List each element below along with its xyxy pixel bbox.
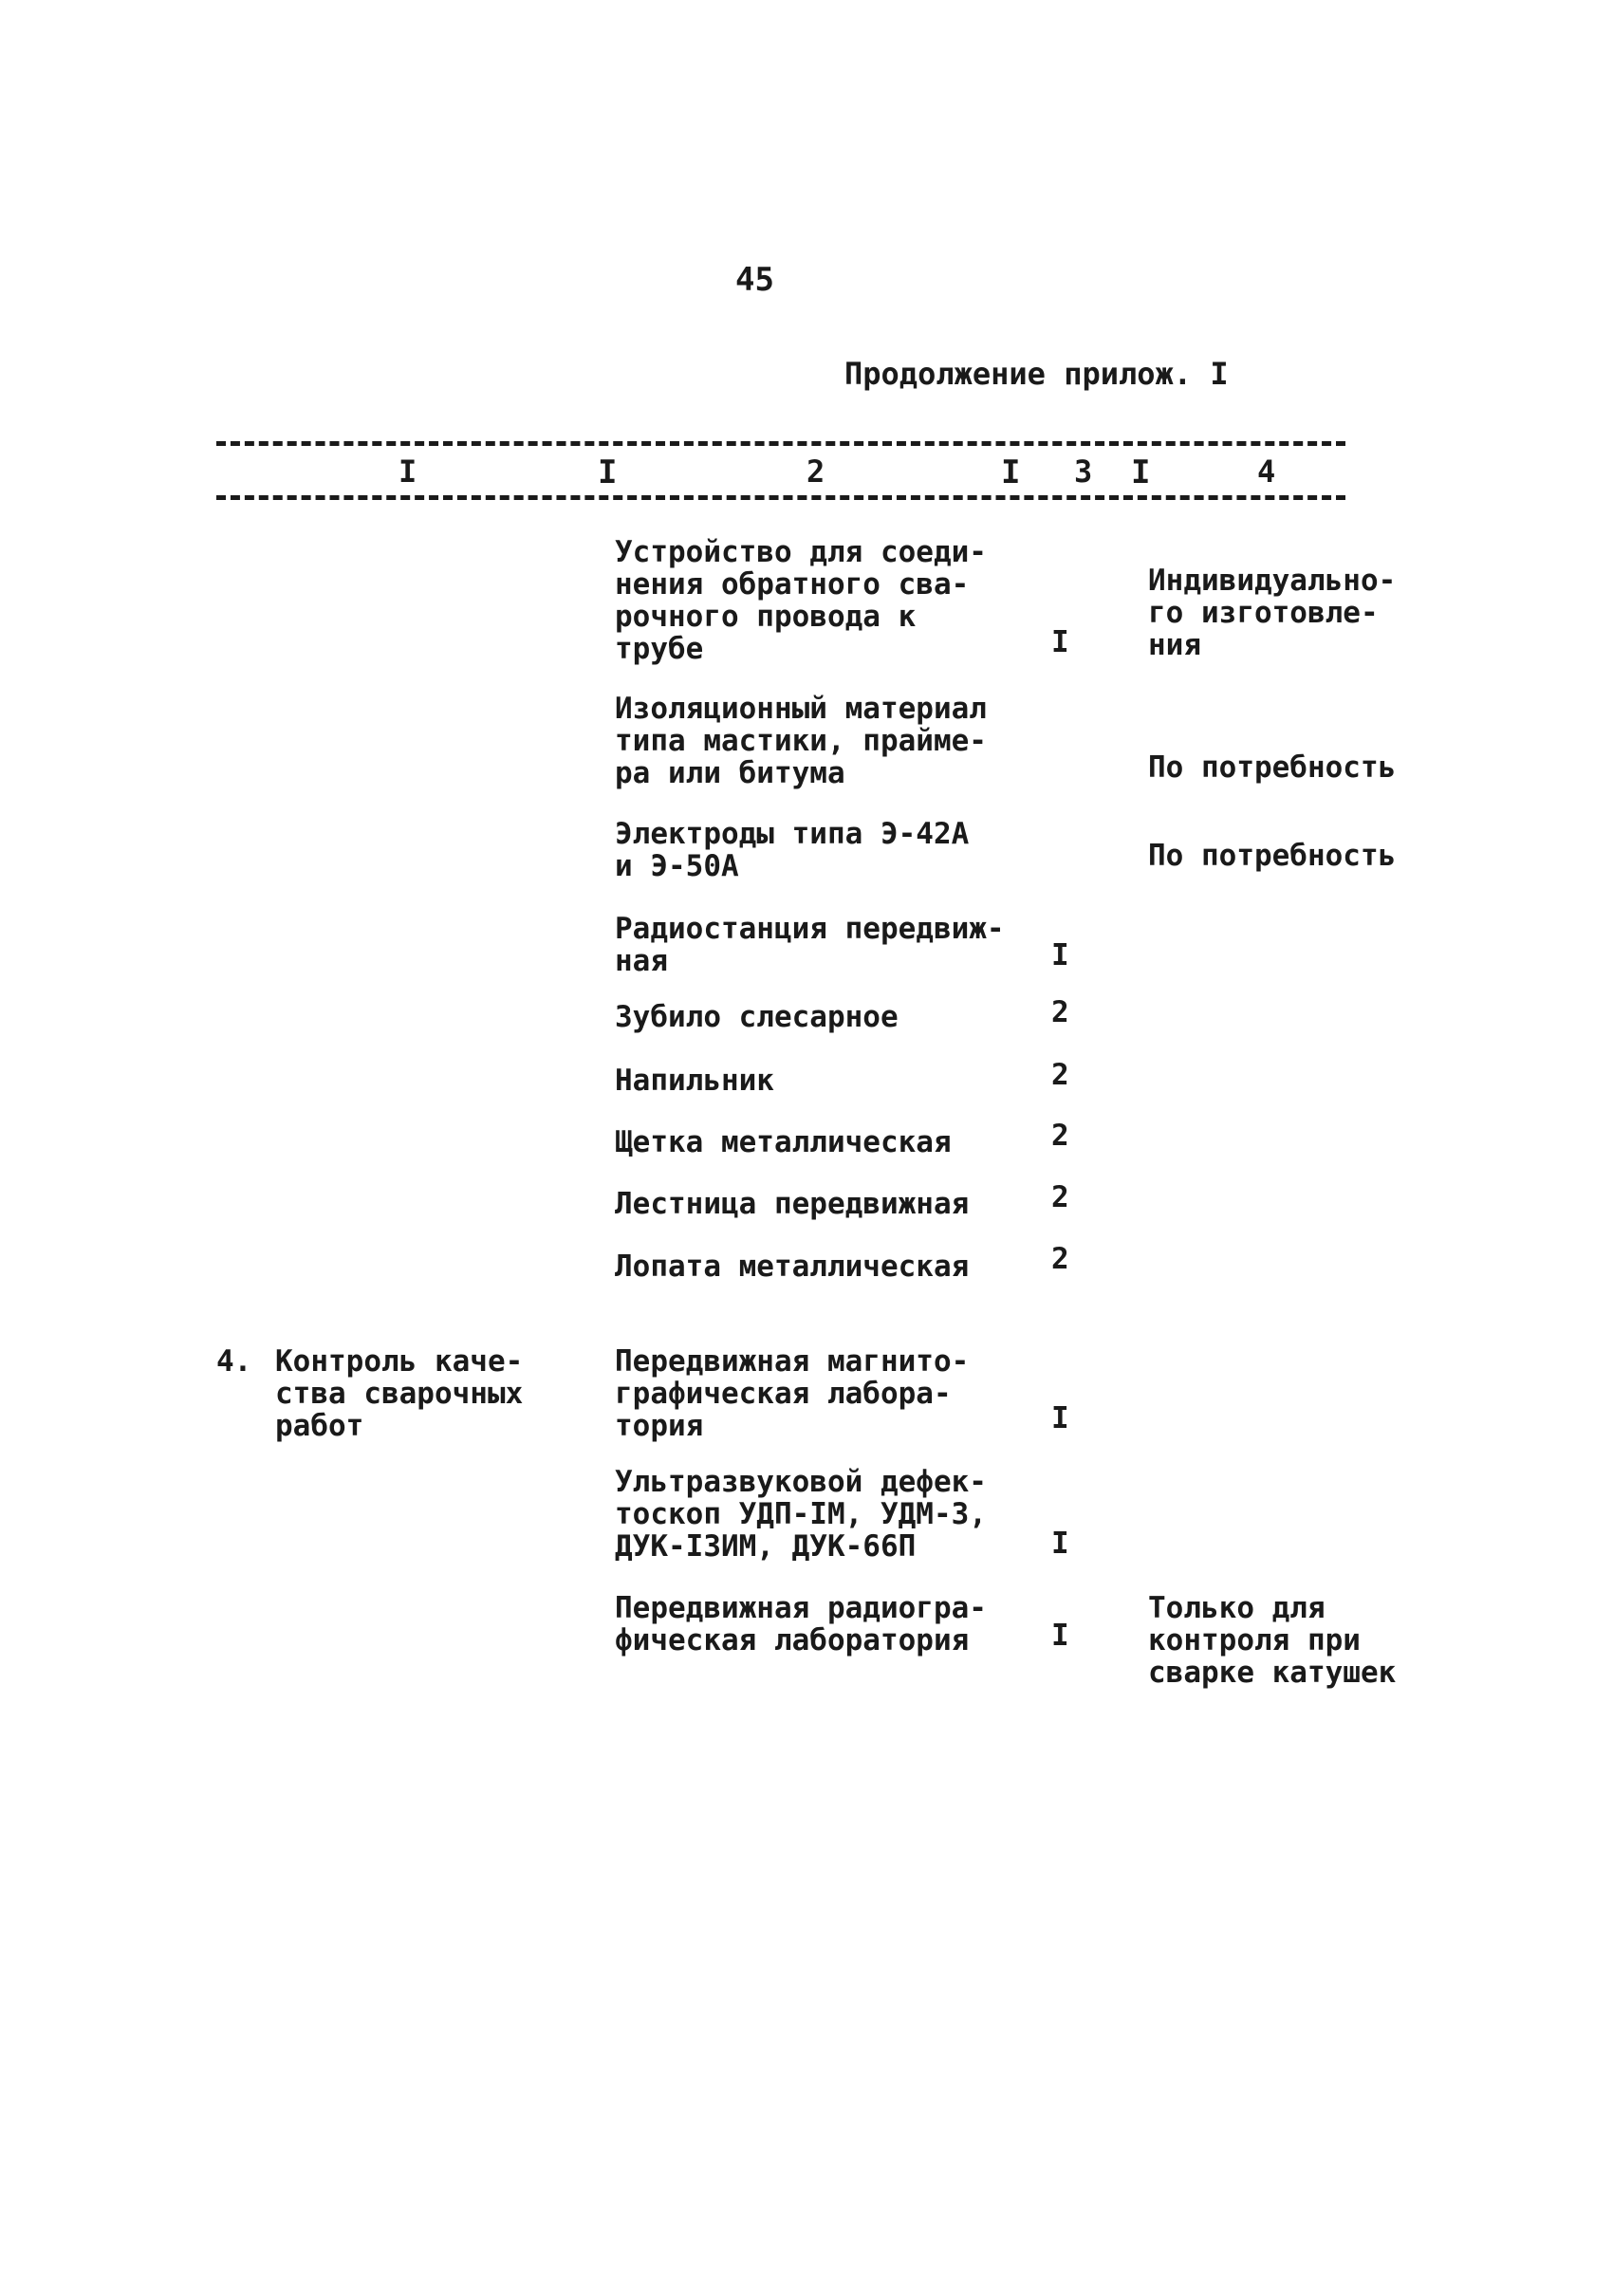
row-item: Передвижная магнито- графическая лабора- тория: [615, 1344, 970, 1443]
row-item: Электроды типа Э-42А и Э-50А: [615, 817, 970, 883]
column-header-1: I: [399, 454, 417, 490]
column-separator-3: I: [1131, 454, 1151, 491]
row-qty: I: [1051, 1527, 1069, 1561]
row-qty: 2: [1051, 1180, 1069, 1214]
row-item: Ультразвуковой дефек- тоскоп УДП-IM, УДМ-3, ДУК-I3ИМ, ДУК-66П: [615, 1465, 987, 1564]
column-header-4: 4: [1257, 454, 1276, 490]
row-item: Радиостанция передвиж- ная: [615, 912, 1005, 978]
column-header-3: 3: [1074, 454, 1093, 490]
header-rule-top: [216, 441, 1345, 446]
header-rule-bottom: [216, 495, 1345, 500]
row-qty: 2: [1051, 995, 1069, 1029]
row-item: Передвижная радиогра- фическая лаборатория: [615, 1591, 987, 1657]
row-qty: 2: [1051, 1058, 1069, 1092]
row-qty: 2: [1051, 1119, 1069, 1153]
row-qty: 2: [1051, 1242, 1069, 1276]
row-qty: I: [1051, 625, 1069, 659]
row-note: По потребность: [1148, 750, 1397, 785]
row-qty: I: [1051, 1619, 1069, 1653]
row-item: Зубило слесарное: [615, 1000, 899, 1034]
column-separator-1: I: [598, 454, 618, 491]
column-separator-2: I: [1001, 454, 1021, 491]
column-header-2: 2: [806, 454, 825, 490]
row-note: По потребность: [1148, 839, 1397, 873]
continuation-label: Продолжение прилож. I: [844, 356, 1229, 392]
row-item: Лестница передвижная: [615, 1187, 970, 1221]
row-qty: I: [1051, 1401, 1069, 1435]
row-note: Индивидуально- го изготовле- ния: [1148, 564, 1397, 662]
section-title: Контроль каче- ства сварочных работ: [275, 1344, 524, 1443]
row-item: Напильник: [615, 1064, 774, 1098]
row-qty: I: [1051, 938, 1069, 972]
row-item: Щетка металлическая: [615, 1125, 952, 1159]
page-number: 45: [735, 261, 774, 299]
section-number: 4.: [216, 1344, 252, 1379]
row-item: Изоляционный материал типа мастики, праймe- ра или битума: [615, 692, 987, 790]
row-note: Только для контроля при сварке катушек: [1148, 1591, 1397, 1690]
row-item: Устройство для соеди- нения обратного сва- рочного провода к трубе: [615, 535, 987, 666]
row-item: Лопата металлическая: [615, 1250, 970, 1284]
